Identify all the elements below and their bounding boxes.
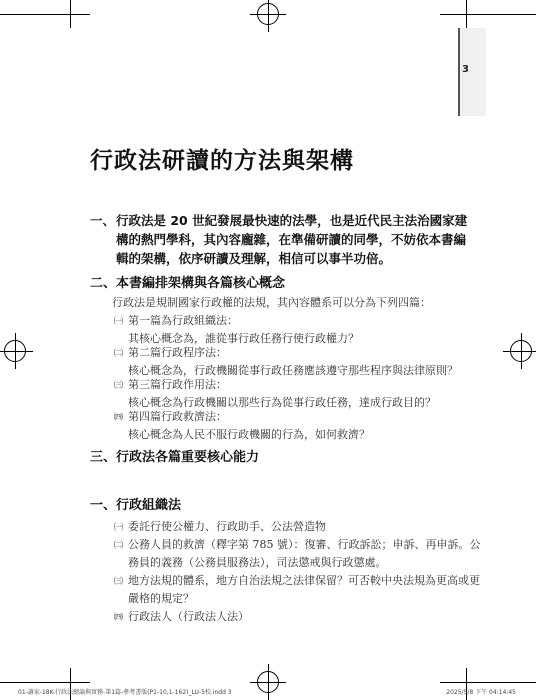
item-marker: ㈠ [114, 317, 124, 327]
item-label: 第四篇行政救濟法： [128, 410, 227, 423]
crop-mark [0, 14, 90, 15]
registration-mark-right [510, 340, 532, 362]
item-description: 核心概念為，行政機關從事行政任務應該遵守那些程序與法律原則？ [128, 364, 458, 377]
section-lead: 行政法是規制國家行政權的法規，其內容體系可以分為下列四篇： [112, 296, 431, 309]
item-line: 委託行使公權力、行政助手、公法營造物 [128, 520, 326, 533]
item-description: 其核心概念為，誰從事行政任務行使行政權力？ [128, 332, 359, 345]
item-label: 第二篇行政程序法： [128, 346, 227, 359]
intro-marker: 一、 [90, 213, 116, 228]
section-heading: 一、行政組織法 [90, 498, 182, 513]
item-description: 核心概念為行政機關以那些行為從事行政任務，達成行政目的？ [128, 396, 436, 409]
item-label: 第一篇為行政組織法： [128, 314, 238, 327]
item-marker: ㈣ [114, 413, 124, 423]
item-marker: ㈡ [114, 349, 124, 359]
item-line: 行政法人（行政法人法） [128, 610, 249, 623]
item-line: 務員的義務（公務員服務法），司法懲戒與行政懲處。 [128, 556, 387, 569]
item-marker: ㈡ [114, 541, 124, 551]
item-marker: ㈣ [114, 613, 124, 623]
footer-timestamp: 2025/5/8 下午 04:14:45 [446, 689, 516, 696]
item-description: 核心概念為人民不服行政機關的行為，如何救濟？ [128, 428, 370, 441]
crop-mark [440, 14, 536, 15]
crop-mark [70, 0, 71, 28]
registration-mark-left [4, 340, 26, 362]
crop-mark [0, 682, 90, 683]
item-line: 公務人員的救濟（釋字第 785 號）：復審、行政訴訟；申訴、再申訴。公 [128, 538, 481, 551]
section-heading: 二、本書編排架構與各篇核心概念 [90, 276, 286, 291]
item-marker: ㈠ [114, 523, 124, 533]
item-marker: ㈢ [114, 577, 124, 587]
registration-mark-top [257, 3, 279, 25]
page-number: 3 [462, 64, 469, 75]
registration-mark-bottom [257, 671, 279, 693]
item-line: 嚴格的規定？ [128, 592, 194, 605]
crop-mark [440, 682, 536, 683]
item-label: 第三篇行政作用法： [128, 378, 227, 391]
intro-line: 行政法是 20 世紀發展最快速的法學，也是近代民主法治國家建 [116, 213, 468, 228]
intro-line: 構的熱門學科，其內容龐雜，在準備研讀的同學，不妨依本書編 [116, 232, 467, 247]
footer-file-info: 01-讀家-18K-行政法總論與實務-第1篇-參考書版(P1-10,1-162)_LU-5校.indd 3 [18, 689, 232, 696]
page-title: 行政法研讀的方法與架構 [90, 148, 354, 174]
crop-mark [466, 0, 467, 28]
section-heading: 三、行政法各篇重要核心能力 [90, 450, 260, 465]
item-line: 地方法規的體系，地方自治法規之法律保留？可否較中央法規為更高或更 [128, 574, 480, 587]
intro-line: 輯的架構，依序研讀及理解，相信可以事半功倍。 [116, 251, 392, 266]
item-marker: ㈢ [114, 381, 124, 391]
